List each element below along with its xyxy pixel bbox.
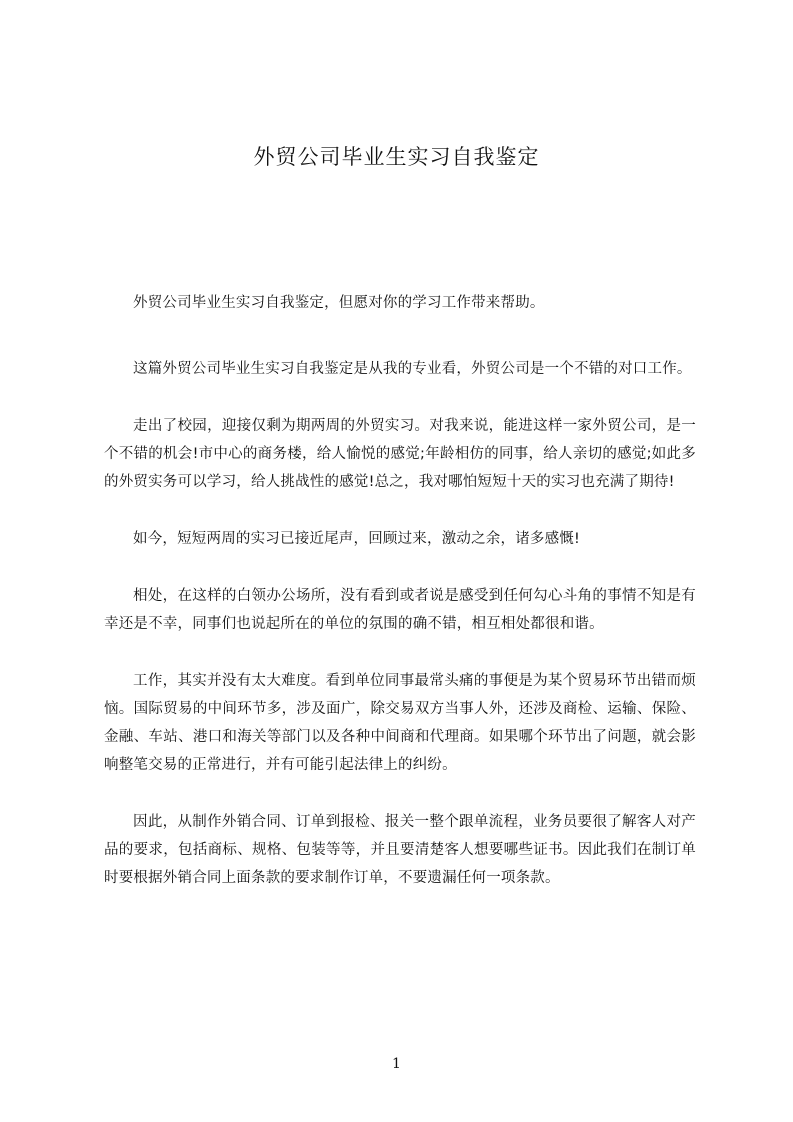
paragraph-spacer xyxy=(104,638,696,667)
document-body xyxy=(104,289,696,892)
paragraph-reflection: 如今，短短两周的实习已接近尾声，回顾过来，激动之余，诸多感慨! xyxy=(133,531,581,547)
paragraph-spacer xyxy=(104,779,696,808)
paragraph-expectation: 走出了校园，迎接仅剩为期两周的外贸实习。对我来说，能进这样一家外贸公司，是一个不错的机会!市中心的商务楼，给人愉悦的感觉;年龄相仿的同事，给人亲切的感觉;如此多的外贸实务可以学习，给人挑战性的感觉!总之，我对哪怕短短十天的实习也充满了期待! xyxy=(104,418,696,490)
paragraph-intro: 外贸公司毕业生实习自我鉴定，但愿对你的学习工作带来帮助。 xyxy=(133,295,545,311)
paragraph-spacer xyxy=(104,317,696,355)
paragraph-colleagues: 相处，在这样的白领办公场所，没有看到或者说是感受到任何勾心斗角的事情不知是有幸还是不幸，同事们也说起所在的单位的氛围的确不错，相互相处都很和谐。 xyxy=(104,588,696,632)
paragraph-process: 因此，从制作外销合同、订单到报检、报关一整个跟单流程，业务员要很了解客人对产品的要求，包括商标、规格、包装等等，并且要清楚客人想要哪些证书。因此我们在制订单时要根据外销合同上面条款的要求制作订单，不要遗漏任何一项条款。 xyxy=(104,814,696,886)
paragraph-work: 工作，其实并没有太大难度。看到单位同事最常头痛的事便是为某个贸易环节出错而烦恼。国际贸易的中间环节多，涉及面广，除交易双方当事人外，还涉及商检、运输、保险、金融、车站、港口和海关等部门以及各种中间商和代理商。如果哪个环节出了问题，就会影响整笔交易的正常进行，并有可能引起法律上的纠纷。 xyxy=(104,673,696,773)
page-number: 1 xyxy=(392,1056,401,1072)
paragraph-spacer xyxy=(104,383,696,412)
document-title: 外贸公司毕业生实习自我鉴定 xyxy=(253,145,540,169)
paragraph-spacer xyxy=(104,553,696,582)
paragraph-spacer xyxy=(104,496,696,525)
paragraph-major: 这篇外贸公司毕业生实习自我鉴定是从我的专业看，外贸公司是一个不错的对口工作。 xyxy=(133,361,692,377)
